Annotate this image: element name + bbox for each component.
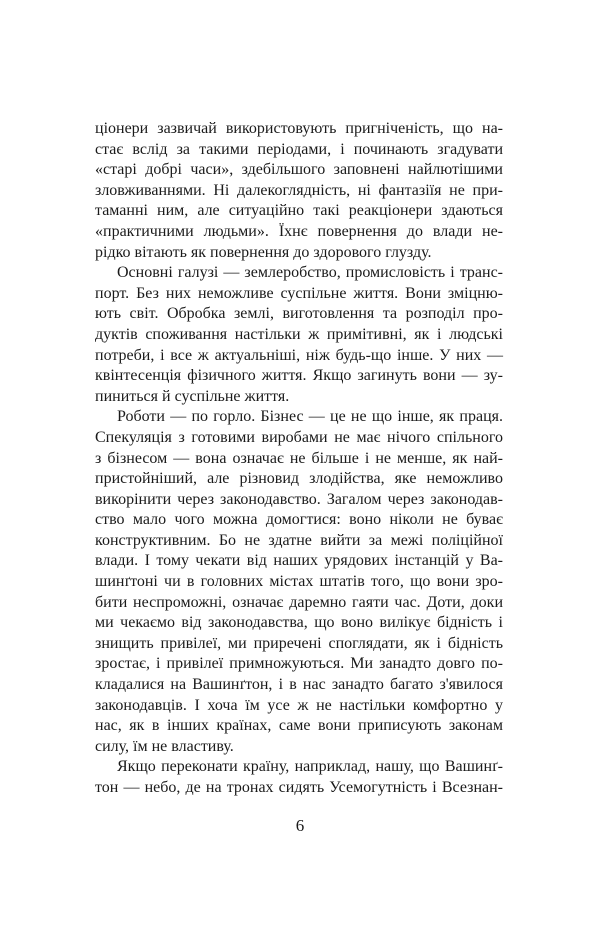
text-line: викорінити через законодавство. Загалом через законодав- xyxy=(95,490,503,508)
text-line: порт. Без них неможливе суспільне життя. Вони зміцню- xyxy=(95,284,503,302)
text-line: з бізнесом — вона означає не більше і не менше, як най- xyxy=(95,449,503,467)
text-line: «старі добрі часи», здебільшого заповнені найлютішими xyxy=(95,161,503,179)
paragraph-3 xyxy=(95,407,503,757)
text-line: Основні галузі — землеробство, промисловість і транс- xyxy=(117,264,503,282)
page-body xyxy=(95,119,503,799)
text-line: зростає, і привілеї примножуються. Ми занадто довго по- xyxy=(95,655,503,673)
text-line: шинґтоні чи в головних містах штатів того, що вони зро- xyxy=(95,573,503,591)
text-line: квінтесенція фізичного життя. Якщо загинуть вони — зу- xyxy=(95,367,503,385)
text-line: нас, як в інших країнах, саме вони приписують законам xyxy=(95,717,503,735)
text-line: ство мало чого можна домогтися: воно ніколи не буває xyxy=(95,511,503,529)
text-line: дуктів споживання настільки ж примітивні, як і людські xyxy=(95,325,503,343)
paragraph-1 xyxy=(95,119,503,263)
text-line: рідко вітають як повернення до здорового глузду. xyxy=(95,243,432,261)
text-line: Якщо переконати країну, наприклад, нашу, що Вашинґ- xyxy=(117,758,503,776)
text-line: бити неспроможні, означає даремно гаяти час. Доти, доки xyxy=(95,593,503,611)
text-line: пиниться й суспільне життя. xyxy=(95,387,290,405)
text-line: пристойніший, але різновид злодійства, яке неможливо xyxy=(95,470,503,488)
text-line: знищить привілеї, ми приречені споглядати, як і бідність xyxy=(95,634,503,652)
text-line: «практичними людьми». Їхнє повернення до влади не- xyxy=(95,222,503,240)
page-number: 6 xyxy=(295,816,305,835)
text-line: влади. І тому чекати від наших урядових інстанцій у Ва- xyxy=(95,552,503,570)
text-line: ми чекаємо від законодавства, що воно вилікує бідність і xyxy=(95,614,503,632)
text-line: Спекуляція з готовими виробами не має нічого спільного xyxy=(95,428,503,446)
text-line: конструктивним. Бо не здатне вийти за межі поліційної xyxy=(95,531,503,549)
text-line: таманні ним, але ситуаційно такі реакціонери здаються xyxy=(95,202,503,220)
text-line: ють світ. Обробка землі, виготовлення та розподіл про- xyxy=(95,305,503,323)
text-line: законодавців. І хоча їм усе ж не настільки комфортно у xyxy=(95,696,503,714)
paragraph-4 xyxy=(95,757,503,798)
text-line: кладалися на Вашинґтон, і в нас занадто багато з'явилося xyxy=(95,676,503,694)
paragraph-2 xyxy=(95,263,503,407)
text-line: зловживаннями. Ні далекоглядність, ні фантазіїя не при- xyxy=(95,181,503,199)
text-line: Роботи — по горло. Бізнес — це не що інше, як праця. xyxy=(117,408,503,426)
text-line: потреби, і все ж актуальніші, ніж будь-що інше. У них — xyxy=(95,346,503,364)
text-line: стає вслід за такими періодами, і починають згадувати xyxy=(95,140,503,158)
text-line: ціонери зазвичай використовують пригніченість, що на- xyxy=(95,120,503,137)
text-line: силу, їм не властиву. xyxy=(95,737,234,755)
text-line: тон — небо, де на тронах сидять Усемогутність і Всезнан- xyxy=(95,779,503,796)
